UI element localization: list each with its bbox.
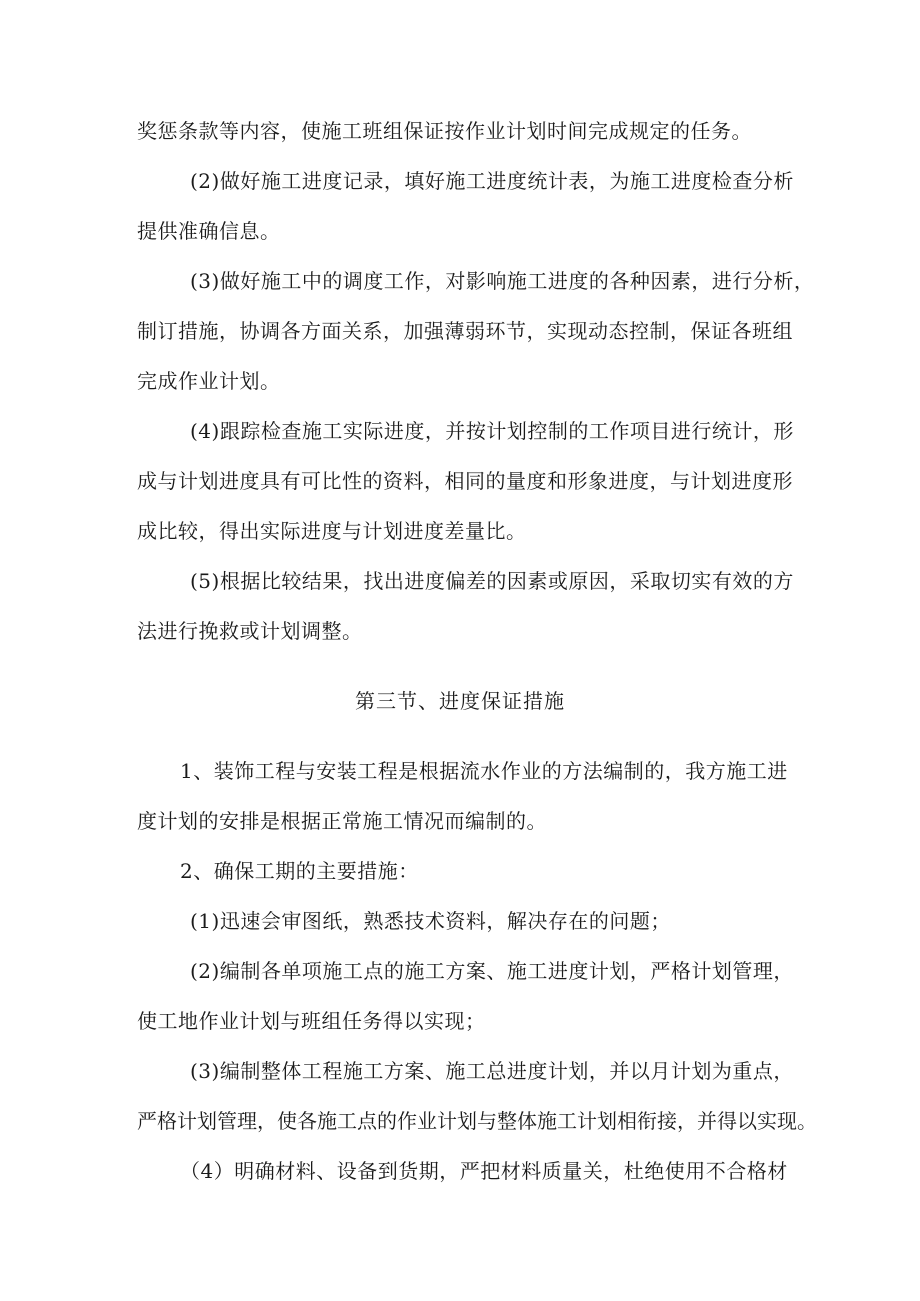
text-line: 法进行挽救或计划调整。 bbox=[137, 619, 363, 643]
text-line: (2)做好施工进度记录，填好施工进度统计表，为施工进度检查分析 bbox=[190, 169, 794, 193]
section-heading: 第三节、进度保证措施 bbox=[355, 689, 565, 713]
text-line: (3)编制整体工程施工方案、施工总进度计划，并以月计划为重点， bbox=[190, 1059, 794, 1083]
text-line: 提供准确信息。 bbox=[137, 219, 281, 243]
text-line: (4)跟踪检查施工实际进度，并按计划控制的工作项目进行统计，形 bbox=[190, 419, 794, 443]
text-line: 度计划的安排是根据正常施工情况而编制的。 bbox=[137, 809, 547, 833]
text-line: 1、装饰工程与安装工程是根据流水作业的方法编制的，我方施工进 bbox=[180, 759, 788, 783]
text-line: 制订措施，协调各方面关系，加强薄弱环节，实现动态控制，保证各班组 bbox=[137, 319, 793, 343]
text-line: 成比较，得出实际进度与计划进度差量比。 bbox=[137, 519, 527, 543]
text-line: （4）明确材料、设备到货期，严把材料质量关，杜绝使用不合格材 bbox=[180, 1159, 788, 1183]
text-line: (3)做好施工中的调度工作，对影响施工进度的各种因素，进行分析， bbox=[190, 269, 815, 293]
text-line: 完成作业计划。 bbox=[137, 369, 281, 393]
text-line: 奖惩条款等内容，使施工班组保证按作业计划时间完成规定的任务。 bbox=[137, 119, 752, 143]
text-line: 2、确保工期的主要措施： bbox=[180, 859, 419, 883]
text-line: (1)迅速会审图纸，熟悉技术资料，解决存在的问题； bbox=[190, 909, 671, 933]
text-line: 使工地作业计划与班组任务得以实现； bbox=[137, 1009, 486, 1033]
text-line: (5)根据比较结果，找出进度偏差的因素或原因，采取切实有效的方 bbox=[190, 569, 794, 593]
text-line: 严格计划管理，使各施工点的作业计划与整体施工计划相衔接，并得以实现。 bbox=[137, 1109, 817, 1133]
text-line: (2)编制各单项施工点的施工方案、施工进度计划，严格计划管理， bbox=[190, 959, 794, 983]
text-line: 成与计划进度具有可比性的资料，相同的量度和形象进度，与计划进度形 bbox=[137, 469, 793, 493]
